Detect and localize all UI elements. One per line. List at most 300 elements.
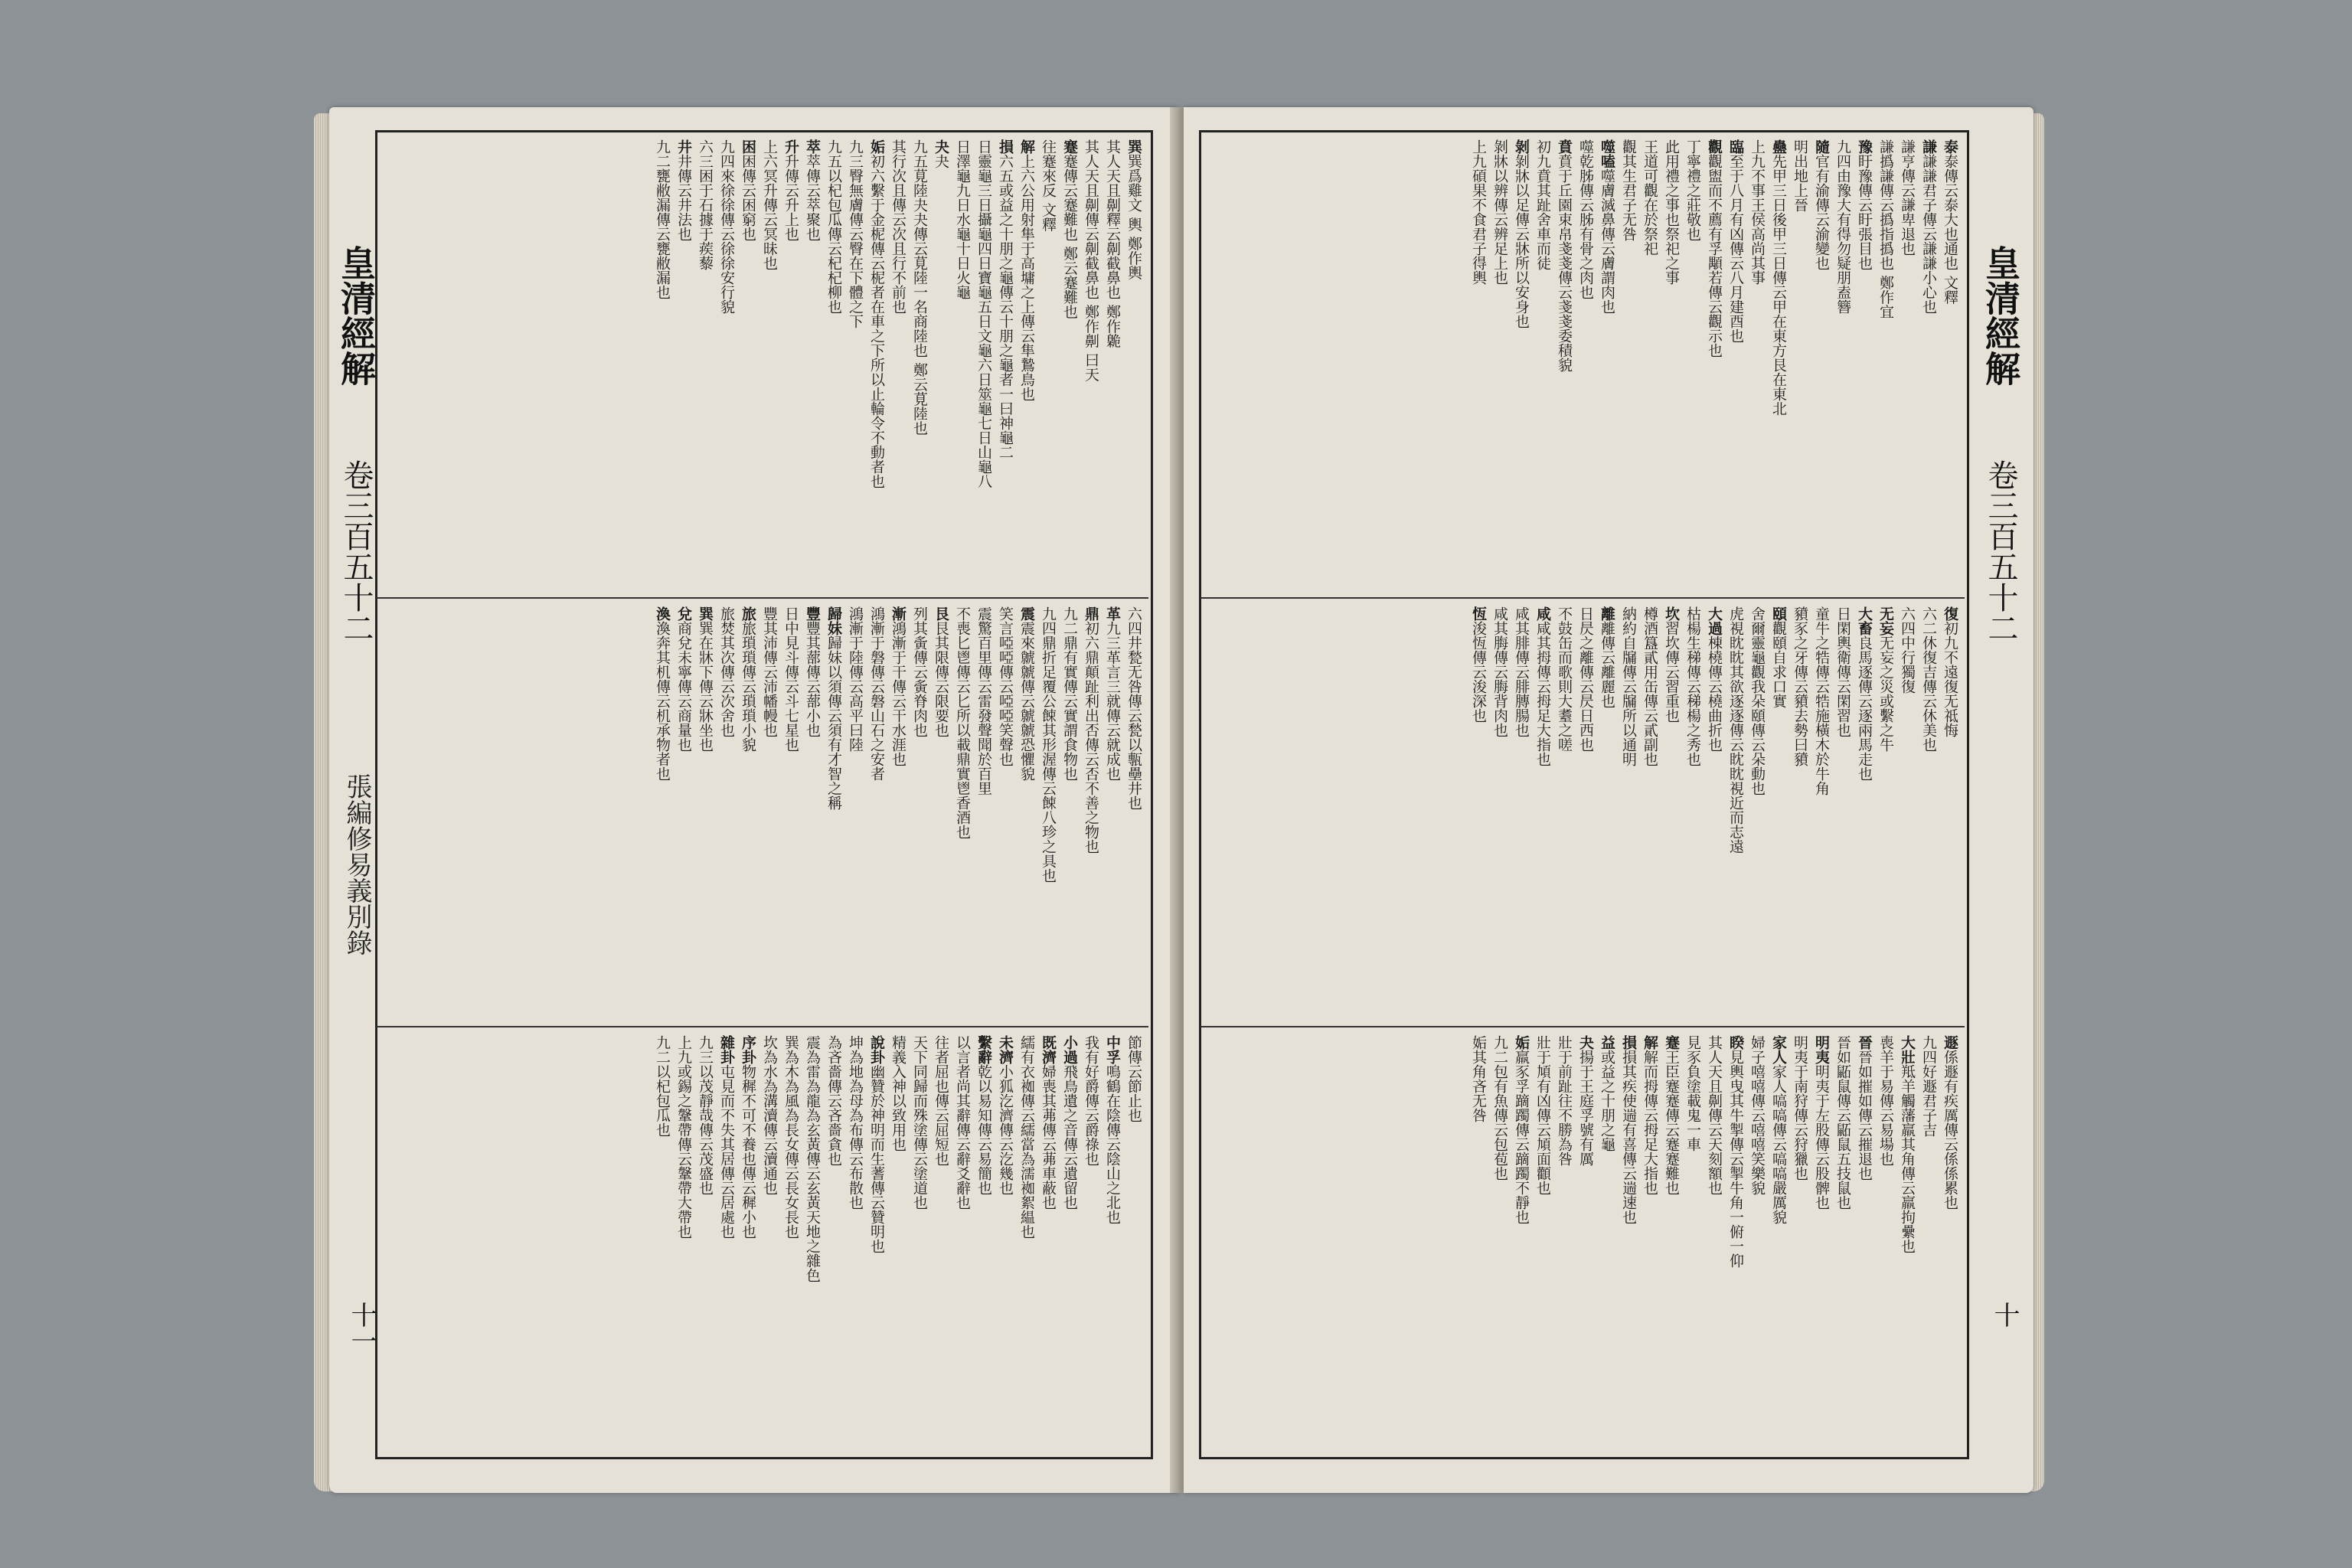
- column-text: 九二鼎有實傳云實謂食物也: [1061, 606, 1078, 781]
- column-text: 棟橈傳云橈曲折也: [1706, 635, 1723, 752]
- text-column: [1706, 139, 1723, 591]
- text-column: [1813, 139, 1830, 591]
- column-text: 咸其脢傳云脢背肉也: [1491, 606, 1508, 737]
- column-text: 六四中行獨復: [1899, 606, 1916, 694]
- column-text: 上九碩果不食君子得輿: [1470, 139, 1487, 285]
- text-column: [654, 139, 671, 591]
- text-column: [1061, 606, 1078, 1020]
- text-column: [1727, 139, 1744, 591]
- text-column: [975, 606, 992, 1020]
- text-column: [1834, 1035, 1851, 1449]
- text-column: [718, 139, 735, 591]
- text-column: [1491, 606, 1508, 1020]
- right-page: [1184, 107, 2034, 1493]
- column-text: 飛鳥遺之音傳云遺留也: [1061, 1064, 1078, 1210]
- column-text: 困傳云困窮也: [740, 154, 756, 241]
- text-column: [825, 606, 842, 1020]
- column-text: 九四來徐徐傳云徐徐安行貌: [718, 139, 735, 314]
- text-column: [890, 139, 906, 591]
- text-column: [1083, 1035, 1099, 1449]
- hexagram-heading: 大壯: [1899, 1035, 1916, 1064]
- text-column: [1556, 1035, 1573, 1449]
- hexagram-heading: 无妄: [1877, 606, 1894, 635]
- column-text: 虎視眈眈其欲逐逐傳云眈眈視近而志遠: [1727, 606, 1744, 854]
- column-text: 乾以易知傳云易簡也: [975, 1064, 992, 1195]
- text-column: [1083, 139, 1099, 591]
- hexagram-heading: 明夷: [1813, 1035, 1830, 1064]
- text-column: [804, 139, 821, 591]
- column-text: 我有好爵傳云爵祿也: [1083, 1035, 1099, 1166]
- column-text: 明夷于左股傳云股髀也: [1813, 1064, 1830, 1210]
- text-column: [847, 139, 864, 591]
- column-text: 謙撝謙傳云撝指撝也 鄭作宜: [1877, 139, 1894, 319]
- text-column: [1104, 139, 1121, 591]
- hexagram-heading: 說卦: [868, 1035, 885, 1064]
- column-text: 噬膚滅鼻傳云膚謂肉也: [1599, 168, 1615, 314]
- text-column: [1706, 1035, 1723, 1449]
- column-text: 六五或益之十朋之龜傳云十朋之龜者一曰神龜二: [997, 154, 1014, 459]
- hexagram-heading: 損: [1620, 1035, 1637, 1050]
- text-column: [1856, 1035, 1873, 1449]
- column-text: 見輿曳其牛掣傳云掣牛角一俯一仰: [1727, 1050, 1744, 1268]
- hexagram-heading: 隨: [1813, 139, 1830, 154]
- hexagram-heading: 既濟: [1040, 1035, 1057, 1064]
- text-column: [1491, 139, 1508, 591]
- column-text: 巽在牀下傳云牀坐也: [697, 621, 714, 752]
- text-column: [1920, 606, 1937, 1020]
- hexagram-heading: 萃: [804, 139, 821, 154]
- hexagram-heading: 旅: [740, 606, 756, 621]
- column-text: 賁于丘園束帛戔戔傳云戔戔委積貌: [1556, 154, 1573, 372]
- text-column: [1727, 1035, 1744, 1449]
- column-text: 家人嗃嗃傳云嗃嗃嚴厲貌: [1770, 1064, 1787, 1224]
- column-text: 歸妹以須傳云須有才智之稱: [825, 635, 842, 810]
- text-column: [1513, 1035, 1530, 1449]
- hexagram-heading: 小過: [1061, 1035, 1078, 1064]
- column-text: 九三以茂靜哉傳云茂盛也: [697, 1035, 714, 1195]
- column-text: 枯楊生稊傳云稊楊之秀也: [1684, 606, 1701, 766]
- text-column: [954, 1035, 971, 1449]
- text-column: [782, 606, 799, 1020]
- hexagram-heading: 離: [1599, 606, 1615, 621]
- hexagram-heading: 解: [1018, 139, 1035, 154]
- text-column: [1684, 139, 1701, 591]
- text-column: [1877, 1035, 1894, 1449]
- text-column: [1749, 139, 1766, 591]
- column-text: 鴻漸于陸傳云高平曰陸: [847, 606, 864, 752]
- text-column: [847, 1035, 864, 1449]
- text-column: [761, 139, 778, 591]
- right-bottom-tier: [1465, 1035, 1958, 1449]
- open-book: [314, 90, 2044, 1495]
- text-column: [697, 139, 714, 591]
- hexagram-heading: 困: [740, 139, 756, 154]
- hexagram-heading: 家人: [1770, 1035, 1787, 1064]
- text-column: [1856, 139, 1873, 591]
- text-column: [1706, 606, 1723, 1020]
- hexagram-heading: 解: [1642, 1035, 1658, 1050]
- text-column: [1942, 1035, 1958, 1449]
- text-column: [911, 606, 928, 1020]
- column-text: 解而拇傳云拇足大指也: [1642, 1050, 1658, 1195]
- text-column: [997, 606, 1014, 1020]
- column-text: 以言者尚其辭傳云辭爻辭也: [954, 1035, 971, 1210]
- text-column: [911, 139, 928, 591]
- column-text: 日澤龜九日水龜十日火龜: [954, 139, 971, 299]
- text-column: [911, 1035, 928, 1449]
- column-text: 謙謙君子傳云謙謙小心也: [1920, 154, 1937, 314]
- text-column: [697, 1035, 714, 1449]
- text-column: [1061, 139, 1078, 591]
- hexagram-heading: 蹇: [1663, 1035, 1680, 1050]
- text-column: [1534, 606, 1551, 1020]
- right-tier-divider-2: [1200, 1026, 1965, 1027]
- left-bottom-tier: [649, 1035, 1142, 1449]
- text-column: [1749, 1035, 1766, 1449]
- text-column: [997, 1035, 1014, 1449]
- text-column: [1470, 139, 1487, 591]
- text-column: [1727, 606, 1744, 1020]
- column-text: 九四鼎折足覆公餗其形渥傳云餗八珍之具也: [1040, 606, 1057, 883]
- column-text: 觀頤自求口實: [1770, 621, 1787, 708]
- column-text: 鴻漸于磐傳云磐山石之安者: [868, 606, 885, 781]
- column-text: 巽為木為風為長女傳云長女長也: [782, 1035, 799, 1239]
- left-tier-divider-2: [377, 1026, 1148, 1027]
- column-text: 屯見而不失其居傳云居處也: [718, 1064, 735, 1239]
- column-text: 其人天且劓傳云天刻額也: [1706, 1035, 1723, 1195]
- text-column: [1642, 606, 1658, 1020]
- column-text: 先甲三日後甲三日傳云甲在東方艮在東北: [1770, 154, 1787, 416]
- column-text: 王道可觀在於祭祀: [1642, 139, 1658, 256]
- column-text: 精義入神以致用也: [890, 1035, 906, 1152]
- column-text: 噬乾胏傳云胏有骨之肉也: [1577, 139, 1594, 299]
- column-text: 習坎傳云習重也: [1663, 621, 1680, 723]
- column-text: 坤為地為母為布傳云布散也: [847, 1035, 864, 1210]
- text-column: [1599, 606, 1615, 1020]
- hexagram-heading: 姤: [1513, 1035, 1530, 1050]
- column-text: 初六鼎顛趾利出否傳云否不善之物也: [1083, 621, 1099, 854]
- column-text: 物穉不可不養也傳云穉小也: [740, 1064, 756, 1239]
- hexagram-heading: 漸: [890, 606, 906, 621]
- right-top-tier: [1465, 139, 1958, 591]
- column-text: 晉如摧如傳云摧退也: [1856, 1050, 1873, 1181]
- text-column: [1491, 1035, 1508, 1449]
- text-column: [1770, 606, 1787, 1020]
- text-column: [1684, 1035, 1701, 1449]
- text-column: [868, 606, 885, 1020]
- hexagram-heading: 革: [1104, 606, 1121, 621]
- text-column: [740, 1035, 756, 1449]
- hexagram-heading: 艮: [933, 606, 949, 621]
- text-column: [1577, 606, 1594, 1020]
- text-column: [847, 606, 864, 1020]
- text-column: [1104, 606, 1121, 1020]
- text-column: [1513, 606, 1530, 1020]
- column-text: 旅瑣瑣傳云瑣瑣小貌: [740, 621, 756, 752]
- text-column: [782, 1035, 799, 1449]
- right-middle-tier: [1465, 606, 1958, 1020]
- column-text: 觀盥而不薦有孚顒若傳云觀示也: [1706, 154, 1723, 358]
- column-text: 至于八月有凶傳云八月建酉也: [1727, 154, 1744, 343]
- text-column: [654, 606, 671, 1020]
- text-column: [1018, 606, 1035, 1020]
- column-text: 其行次且傳云次且行不前也: [890, 139, 906, 314]
- hexagram-heading: 巽: [1125, 139, 1142, 154]
- column-text: 井傳云井法也: [675, 154, 692, 241]
- text-column: [782, 139, 799, 591]
- column-text: 商兌未寧傳云商量也: [675, 621, 692, 752]
- column-text: 泰傳云泰大也通也 文釋: [1942, 154, 1958, 305]
- column-text: 九三革言三就傳云就成也: [1104, 621, 1121, 781]
- text-column: [1684, 606, 1701, 1020]
- column-text: 壯于頄有凶傳云頄面顴也: [1534, 1035, 1551, 1195]
- hexagram-heading: 頤: [1770, 606, 1787, 621]
- column-text: 六三困于石據于蒺藜: [697, 139, 714, 270]
- text-column: [1040, 139, 1057, 591]
- column-text: 升傳云升上也: [782, 154, 799, 241]
- text-column: [1663, 139, 1680, 591]
- text-column: [1018, 139, 1035, 591]
- hexagram-heading: 大畜: [1856, 606, 1873, 635]
- column-text: 初九賁其趾舍車而徒: [1534, 139, 1551, 270]
- hexagram-heading: 賁: [1556, 139, 1573, 154]
- text-column: [1899, 139, 1916, 591]
- text-column: [761, 606, 778, 1020]
- column-text: 不喪匕鬯傳云匕所以載鼎實鬯香酒也: [954, 606, 971, 839]
- column-text: 舍爾靈龜觀我朵頤傳云朵動也: [1749, 606, 1766, 795]
- column-text: 咸其拇傳云拇足大指也: [1534, 621, 1551, 766]
- hexagram-heading: 姤: [868, 139, 885, 154]
- hexagram-heading: 咸: [1534, 606, 1551, 621]
- hexagram-heading: 震: [1018, 606, 1035, 621]
- column-text: 九二以杞包瓜也: [654, 1035, 671, 1137]
- hexagram-heading: 恆: [1470, 606, 1487, 621]
- text-column: [804, 606, 821, 1020]
- hexagram-heading: 復: [1942, 606, 1958, 621]
- column-text: 日靈龜三日攝龜四日寶龜五日文龜六日筮龜七日山龜八: [975, 139, 992, 488]
- text-column: [1877, 139, 1894, 591]
- right-spine-volume: 卷三百五十二: [1983, 459, 2018, 643]
- hexagram-heading: 豫: [1856, 139, 1873, 154]
- column-text: 明出地上晉: [1792, 139, 1808, 212]
- hexagram-heading: 歸妹: [825, 606, 842, 635]
- text-column: [975, 139, 992, 591]
- text-column: [890, 1035, 906, 1449]
- text-column: [1125, 139, 1142, 591]
- text-column: [1792, 606, 1808, 1020]
- text-column: [933, 1035, 949, 1449]
- text-column: [1942, 139, 1958, 591]
- column-text: 樽酒簋貳用缶傳云貳副也: [1642, 606, 1658, 766]
- hexagram-heading: 遯: [1942, 1035, 1958, 1050]
- column-text: 渙奔其机傳云机承物者也: [654, 621, 671, 781]
- text-column: [1642, 1035, 1658, 1449]
- column-text: 離傳云離麗也: [1599, 621, 1615, 708]
- text-column: [868, 139, 885, 591]
- column-text: 九二甕敝漏傳云甕敝漏也: [654, 139, 671, 299]
- text-column: [1599, 1035, 1615, 1449]
- text-column: [675, 606, 692, 1020]
- text-column: [1749, 606, 1766, 1020]
- column-text: 旅焚其次傳云次舍也: [718, 606, 735, 737]
- right-tier-divider-1: [1200, 597, 1965, 599]
- column-text: 震驚百里傳云雷發聲聞於百里: [975, 606, 992, 795]
- hexagram-heading: 兌: [675, 606, 692, 621]
- column-text: 初六繫于金柅傳云柅者在車之下所以止輪令不動者也: [868, 154, 885, 488]
- text-column: [954, 139, 971, 591]
- column-text: 剝牀以辨傳云辨足上也: [1491, 139, 1508, 285]
- text-column: [1577, 139, 1594, 591]
- column-text: 往者屈也傳云屈短也: [933, 1035, 949, 1166]
- text-column: [1556, 606, 1573, 1020]
- column-text: 見豕負塗載鬼一車: [1684, 1035, 1701, 1152]
- column-text: 天下同歸而殊塗傳云塗道也: [911, 1035, 928, 1210]
- text-column: [868, 1035, 885, 1449]
- text-column: [1125, 606, 1142, 1020]
- column-text: 九二包有魚傳云包苞也: [1491, 1035, 1508, 1181]
- column-text: 萃傳云萃聚也: [804, 154, 821, 241]
- column-text: 揚于王庭孚號有厲: [1577, 1050, 1594, 1166]
- text-column: [825, 1035, 842, 1449]
- column-text: 官有渝傳云渝變也: [1813, 154, 1830, 270]
- column-text: 上六冥升傳云冥昧也: [761, 139, 778, 270]
- text-column: [1018, 1035, 1035, 1449]
- text-column: [1040, 606, 1057, 1020]
- column-text: 婦喪其茀傳云茀車蔽也: [1040, 1064, 1057, 1210]
- hexagram-heading: 雜卦: [718, 1035, 735, 1064]
- column-text: 羸豕孚蹢躅傳云蹢躅不靜也: [1513, 1050, 1530, 1224]
- hexagram-heading: 臨: [1727, 139, 1744, 154]
- column-text: 喪羊于易傳云易場也: [1877, 1035, 1894, 1166]
- column-text: 夬: [933, 154, 949, 168]
- hexagram-heading: 井: [675, 139, 692, 154]
- text-column: [1513, 139, 1530, 591]
- hexagram-heading: 損: [997, 139, 1014, 154]
- column-text: 羝羊觸藩羸其角傳云羸拘纍也: [1899, 1064, 1916, 1253]
- left-page: [329, 107, 1179, 1493]
- column-text: 上九不事王侯高尚其事: [1749, 139, 1766, 285]
- column-text: 震來虩虩傳云虩虩恐懼貌: [1018, 621, 1035, 781]
- text-column: [1534, 139, 1551, 591]
- column-text: 損其疾使遄有喜傳云遄速也: [1620, 1050, 1637, 1224]
- left-leaf-number: 十一: [346, 1302, 377, 1354]
- column-text: 坎為水為溝瀆傳云瀆通也: [761, 1035, 778, 1195]
- column-text: 繻有衣袽傳云繻當為濡袽絮緼也: [1018, 1035, 1035, 1239]
- right-spine-title: 皇清經解: [1980, 245, 2021, 386]
- left-spine-volume: 卷三百五十二: [338, 459, 374, 643]
- column-text: 壯于前趾往不勝為咎: [1556, 1035, 1573, 1166]
- hexagram-heading: 蹇: [1061, 139, 1078, 154]
- column-text: 此用禮之事也祭祀之事: [1663, 139, 1680, 285]
- text-column: [1556, 139, 1573, 591]
- hexagram-heading: 觀: [1706, 139, 1723, 154]
- hexagram-heading: 序卦: [740, 1035, 756, 1064]
- text-column: [890, 606, 906, 1020]
- column-text: 其人天且劓傳云劓截鼻也 鄭作劓 曰天: [1083, 139, 1099, 382]
- hexagram-heading: 巽: [697, 606, 714, 621]
- text-column: [1770, 139, 1787, 591]
- column-text: 浚恆傳云浚深也: [1470, 621, 1487, 723]
- column-text: 艮其限傳云限要也: [933, 621, 949, 737]
- text-column: [1920, 1035, 1937, 1449]
- hexagram-heading: 蠱: [1770, 139, 1787, 154]
- text-column: [1040, 1035, 1057, 1449]
- text-column: [1663, 1035, 1680, 1449]
- column-text: 九三臀無膚傳云臀在下體之下: [847, 139, 864, 328]
- text-column: [1792, 1035, 1808, 1449]
- hexagram-heading: 豐: [804, 606, 821, 621]
- text-column: [718, 606, 735, 1020]
- text-column: [1599, 139, 1615, 591]
- column-text: 良馬逐傳云逐兩馬走也: [1856, 635, 1873, 781]
- text-column: [933, 139, 949, 591]
- text-column: [1877, 606, 1894, 1020]
- hexagram-heading: 中孚: [1104, 1035, 1121, 1064]
- column-text: 幽贊於神明而生蓍傳云贊明也: [868, 1064, 885, 1253]
- column-text: 往蹇來反 文釋: [1040, 139, 1057, 232]
- text-column: [1470, 606, 1487, 1020]
- column-text: 鳴鶴在陰傳云陰山之北也: [1104, 1064, 1121, 1224]
- column-text: 九四好遯君子吉: [1920, 1035, 1937, 1137]
- text-column: [1663, 606, 1680, 1020]
- column-text: 其人天且劓釋云劓截鼻也 鄭作臲: [1104, 139, 1121, 348]
- left-spine-subtitle: 張編修易義別錄: [341, 773, 372, 956]
- hexagram-heading: 夬: [1577, 1035, 1594, 1050]
- column-text: 笑言啞啞傳云啞啞笑聲也: [997, 606, 1014, 766]
- left-top-tier: [649, 139, 1142, 591]
- column-text: 係遯有疾厲傳云係係累也: [1942, 1050, 1958, 1210]
- hexagram-heading: 睽: [1727, 1035, 1744, 1050]
- text-column: [804, 1035, 821, 1449]
- column-text: 丁寧禮之莊敬也: [1684, 139, 1701, 241]
- hexagram-heading: 升: [782, 139, 799, 154]
- text-column: [1534, 1035, 1551, 1449]
- left-middle-tier: [649, 606, 1142, 1020]
- hexagram-heading: 泰: [1942, 139, 1958, 154]
- column-text: 九四由豫大有得勿疑朋盍簪: [1834, 139, 1851, 314]
- column-text: 九五以杞包瓜傳云杞杞柳也: [825, 139, 842, 314]
- text-column: [1834, 606, 1851, 1020]
- column-text: 豐其蔀傳云蔀小也: [804, 621, 821, 737]
- column-text: 豐其沛傳云沛幡幔也: [761, 606, 778, 737]
- column-text: 无妄之災或繫之牛: [1877, 635, 1894, 752]
- column-text: 晉如鼫鼠傳云鼫鼠五技鼠也: [1834, 1035, 1851, 1210]
- text-column: [1856, 606, 1873, 1020]
- column-text: 婦子嘻嘻傳云嘻嘻笑樂貌: [1749, 1035, 1766, 1195]
- text-column: [1061, 1035, 1078, 1449]
- column-text: 巽爲雞文 輿 鄭作輿: [1125, 154, 1142, 280]
- column-text: 九五莧陸夬夬傳云莧陸一名商陸也 鄭云莧陸也: [911, 139, 928, 436]
- column-text: 蹇傳云蹇難也 鄭云蹇難也: [1061, 154, 1078, 319]
- text-column: [761, 1035, 778, 1449]
- column-text: 六四井甃无咎傳云甃以甎壘井也: [1125, 606, 1142, 810]
- column-text: 童牛之牿傳云牿施橫木於牛角: [1813, 606, 1830, 795]
- text-column: [1577, 1035, 1594, 1449]
- hexagram-heading: 噬嗑: [1599, 139, 1615, 168]
- text-column: [1642, 139, 1658, 591]
- hexagram-heading: 繫辭: [975, 1035, 992, 1064]
- hexagram-heading: 謙: [1920, 139, 1937, 154]
- text-column: [697, 606, 714, 1020]
- column-text: 節傳云節止也: [1125, 1035, 1142, 1122]
- column-text: 初九不遠復无祗悔: [1942, 621, 1958, 737]
- text-column: [1834, 139, 1851, 591]
- column-text: 震為雷為龍為玄黃傳云玄黃天地之雜色: [804, 1035, 821, 1282]
- column-text: 上九或錫之鞶帶傳云鞶帶大帶也: [675, 1035, 692, 1239]
- text-column: [1770, 1035, 1787, 1449]
- column-text: 觀其生君子无咎: [1620, 139, 1637, 241]
- text-column: [675, 1035, 692, 1449]
